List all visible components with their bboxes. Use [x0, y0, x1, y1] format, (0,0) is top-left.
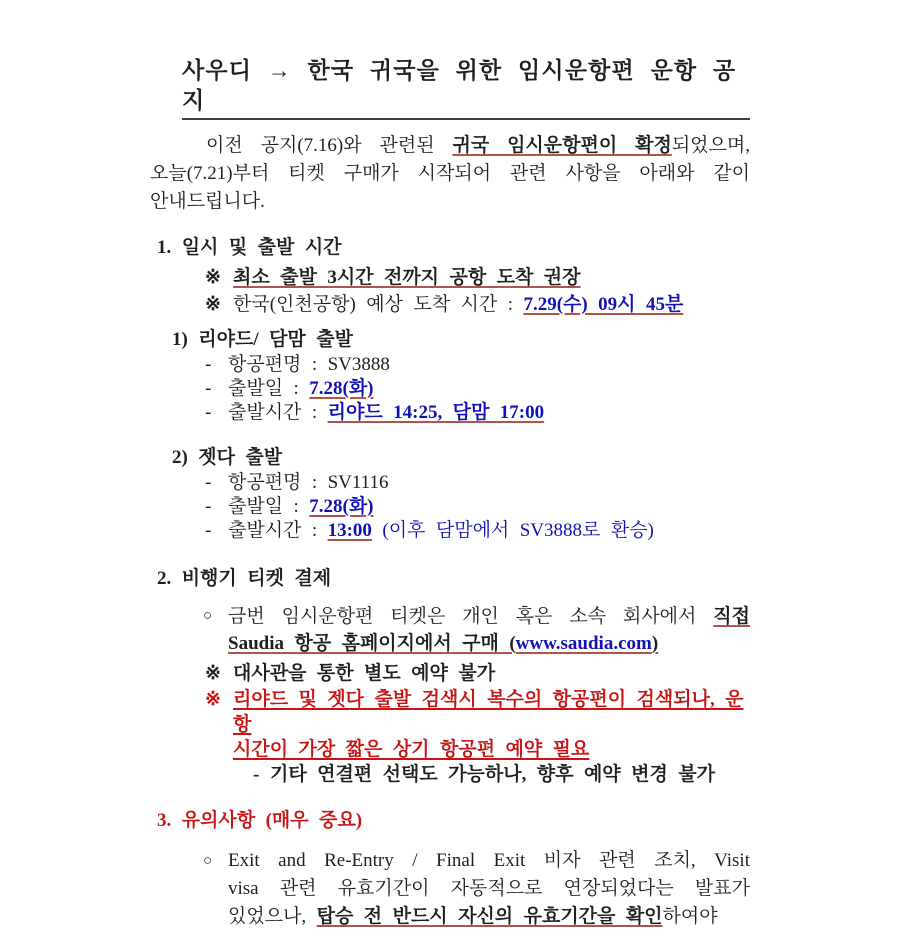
circle-bullet-icon: ○ — [203, 608, 213, 624]
flight-jeddah — [150, 445, 750, 543]
text-segment: 기타 연결편 선택도 가능하나, 향후 예약 변경 불가 — [270, 764, 715, 785]
search-warning-line — [150, 687, 750, 737]
text-segment: 항공편명 : SV3888 — [228, 354, 390, 375]
text-segment: 대사관을 통한 별도 예약 불가 — [233, 663, 496, 684]
arrival-note-line — [150, 264, 750, 291]
section-2-heading: 2. 비행기 티켓 결제 — [157, 568, 332, 589]
text-segment: 금번 임시운항편 티켓은 개인 혹은 소속 회사에서 — [228, 606, 714, 627]
text-segment: 시간이 가장 짧은 상기 항공편 예약 필요 — [233, 739, 590, 760]
section-3-heading: 3. 유의사항 (매우 중요) — [157, 810, 363, 831]
bullet-line — [150, 875, 750, 903]
text-segment: 귀국 임시운항편이 확정 — [452, 135, 672, 156]
text-segment: ) — [651, 633, 659, 654]
section-1-heading: 1. 일시 및 출발 시간 — [157, 237, 342, 258]
arrival-time-note-line — [150, 291, 750, 318]
flight-2-heading: 2) 젯다 출발 — [172, 447, 283, 468]
text-segment: 탑승 전 반드시 자신의 유효기간을 확인 — [316, 906, 663, 927]
dash-marker-icon: - — [205, 378, 212, 399]
departure-time-item — [150, 519, 750, 543]
text-segment: 최소 출발 3시간 전까지 공항 도착 권장 — [233, 267, 581, 288]
dash-marker-icon: - — [253, 764, 260, 785]
text-segment: Exit and Re-Entry / Final Exit 비자 관련 조치, Visit — [228, 850, 750, 871]
text-segment: Saudia 항공 홈페이지에서 구매 ( — [228, 633, 516, 654]
text-segment: 7.29(수) 09시 45분 — [523, 294, 684, 315]
reference-marker-icon: ※ — [205, 267, 221, 288]
dash-marker-icon: - — [205, 520, 212, 541]
text-segment: 안내드립니다. — [150, 191, 265, 212]
ticket-notes — [150, 660, 750, 787]
page-title: 사우디 → 한국 귀국을 위한 임시운항편 운항 공지 — [182, 56, 750, 120]
bullet-line — [150, 847, 750, 875]
text-segment: 되었으며, — [671, 135, 750, 156]
text-segment: 7.28(화) — [309, 496, 374, 517]
dash-marker-icon: - — [205, 402, 212, 423]
connection-option-note — [150, 762, 750, 787]
text-segment: 이전 공지(7.16)와 관련된 — [206, 135, 453, 156]
text-segment: visa 관련 유효기간이 자동적으로 연장되었다는 발표가 — [228, 878, 750, 899]
departure-date-item — [150, 495, 750, 519]
text-segment: 리야드 14:25, 담맘 17:00 — [327, 402, 545, 423]
intro-paragraph — [150, 132, 750, 216]
reference-marker-icon: ※ — [205, 689, 221, 710]
dash-marker-icon: - — [205, 496, 212, 517]
text-segment: 한국(인천공항) 예상 도착 시간 : — [233, 294, 524, 315]
ticket-purchase-bullet — [150, 603, 750, 657]
text-segment: 직접 — [713, 606, 750, 627]
flight-number-item — [150, 353, 750, 377]
intro-line — [150, 188, 750, 216]
saudia-website-link[interactable]: www.saudia.com — [515, 633, 652, 654]
bullet-line — [150, 603, 750, 630]
document-body — [150, 56, 750, 931]
text-segment: 출발시간 : — [228, 402, 328, 423]
dash-marker-icon: - — [205, 472, 212, 493]
visa-caution-bullet — [150, 847, 750, 931]
search-warning-line — [150, 737, 750, 762]
text-segment: 오늘(7.21)부터 티켓 구매가 시작되어 관련 사항을 아래와 같이 — [150, 163, 750, 184]
text-segment: 13:00 — [327, 520, 372, 541]
text-segment: 출발일 : — [228, 496, 310, 517]
text-segment: 항공편명 : SV1116 — [228, 472, 389, 493]
departure-date-item — [150, 377, 750, 401]
text-segment: 하여야 — [662, 906, 718, 927]
reference-marker-icon: ※ — [205, 294, 221, 315]
flight-1-heading: 1) 리야드/ 담맘 출발 — [172, 329, 353, 350]
intro-line — [150, 160, 750, 188]
circle-bullet-icon: ○ — [203, 853, 213, 869]
departure-time-item — [150, 401, 750, 425]
text-segment: (이후 담맘에서 SV3888로 환승) — [371, 520, 654, 541]
dash-marker-icon: - — [205, 354, 212, 375]
text-segment: 리야드 및 젯다 출발 검색시 복수의 항공편이 검색되나, 운항 — [233, 689, 744, 735]
text-segment: 있었으나, — [228, 906, 317, 927]
text-segment: 출발시간 : — [228, 520, 328, 541]
flight-number-item — [150, 471, 750, 495]
flight-riyadh-dammam — [150, 327, 750, 425]
text-segment: 출발일 : — [228, 378, 310, 399]
bullet-line — [150, 903, 750, 931]
bullet-line — [150, 630, 750, 657]
text-segment: 7.28(화) — [309, 378, 374, 399]
reference-marker-icon: ※ — [205, 663, 221, 684]
intro-line — [150, 132, 750, 160]
embassy-booking-note — [150, 660, 750, 687]
